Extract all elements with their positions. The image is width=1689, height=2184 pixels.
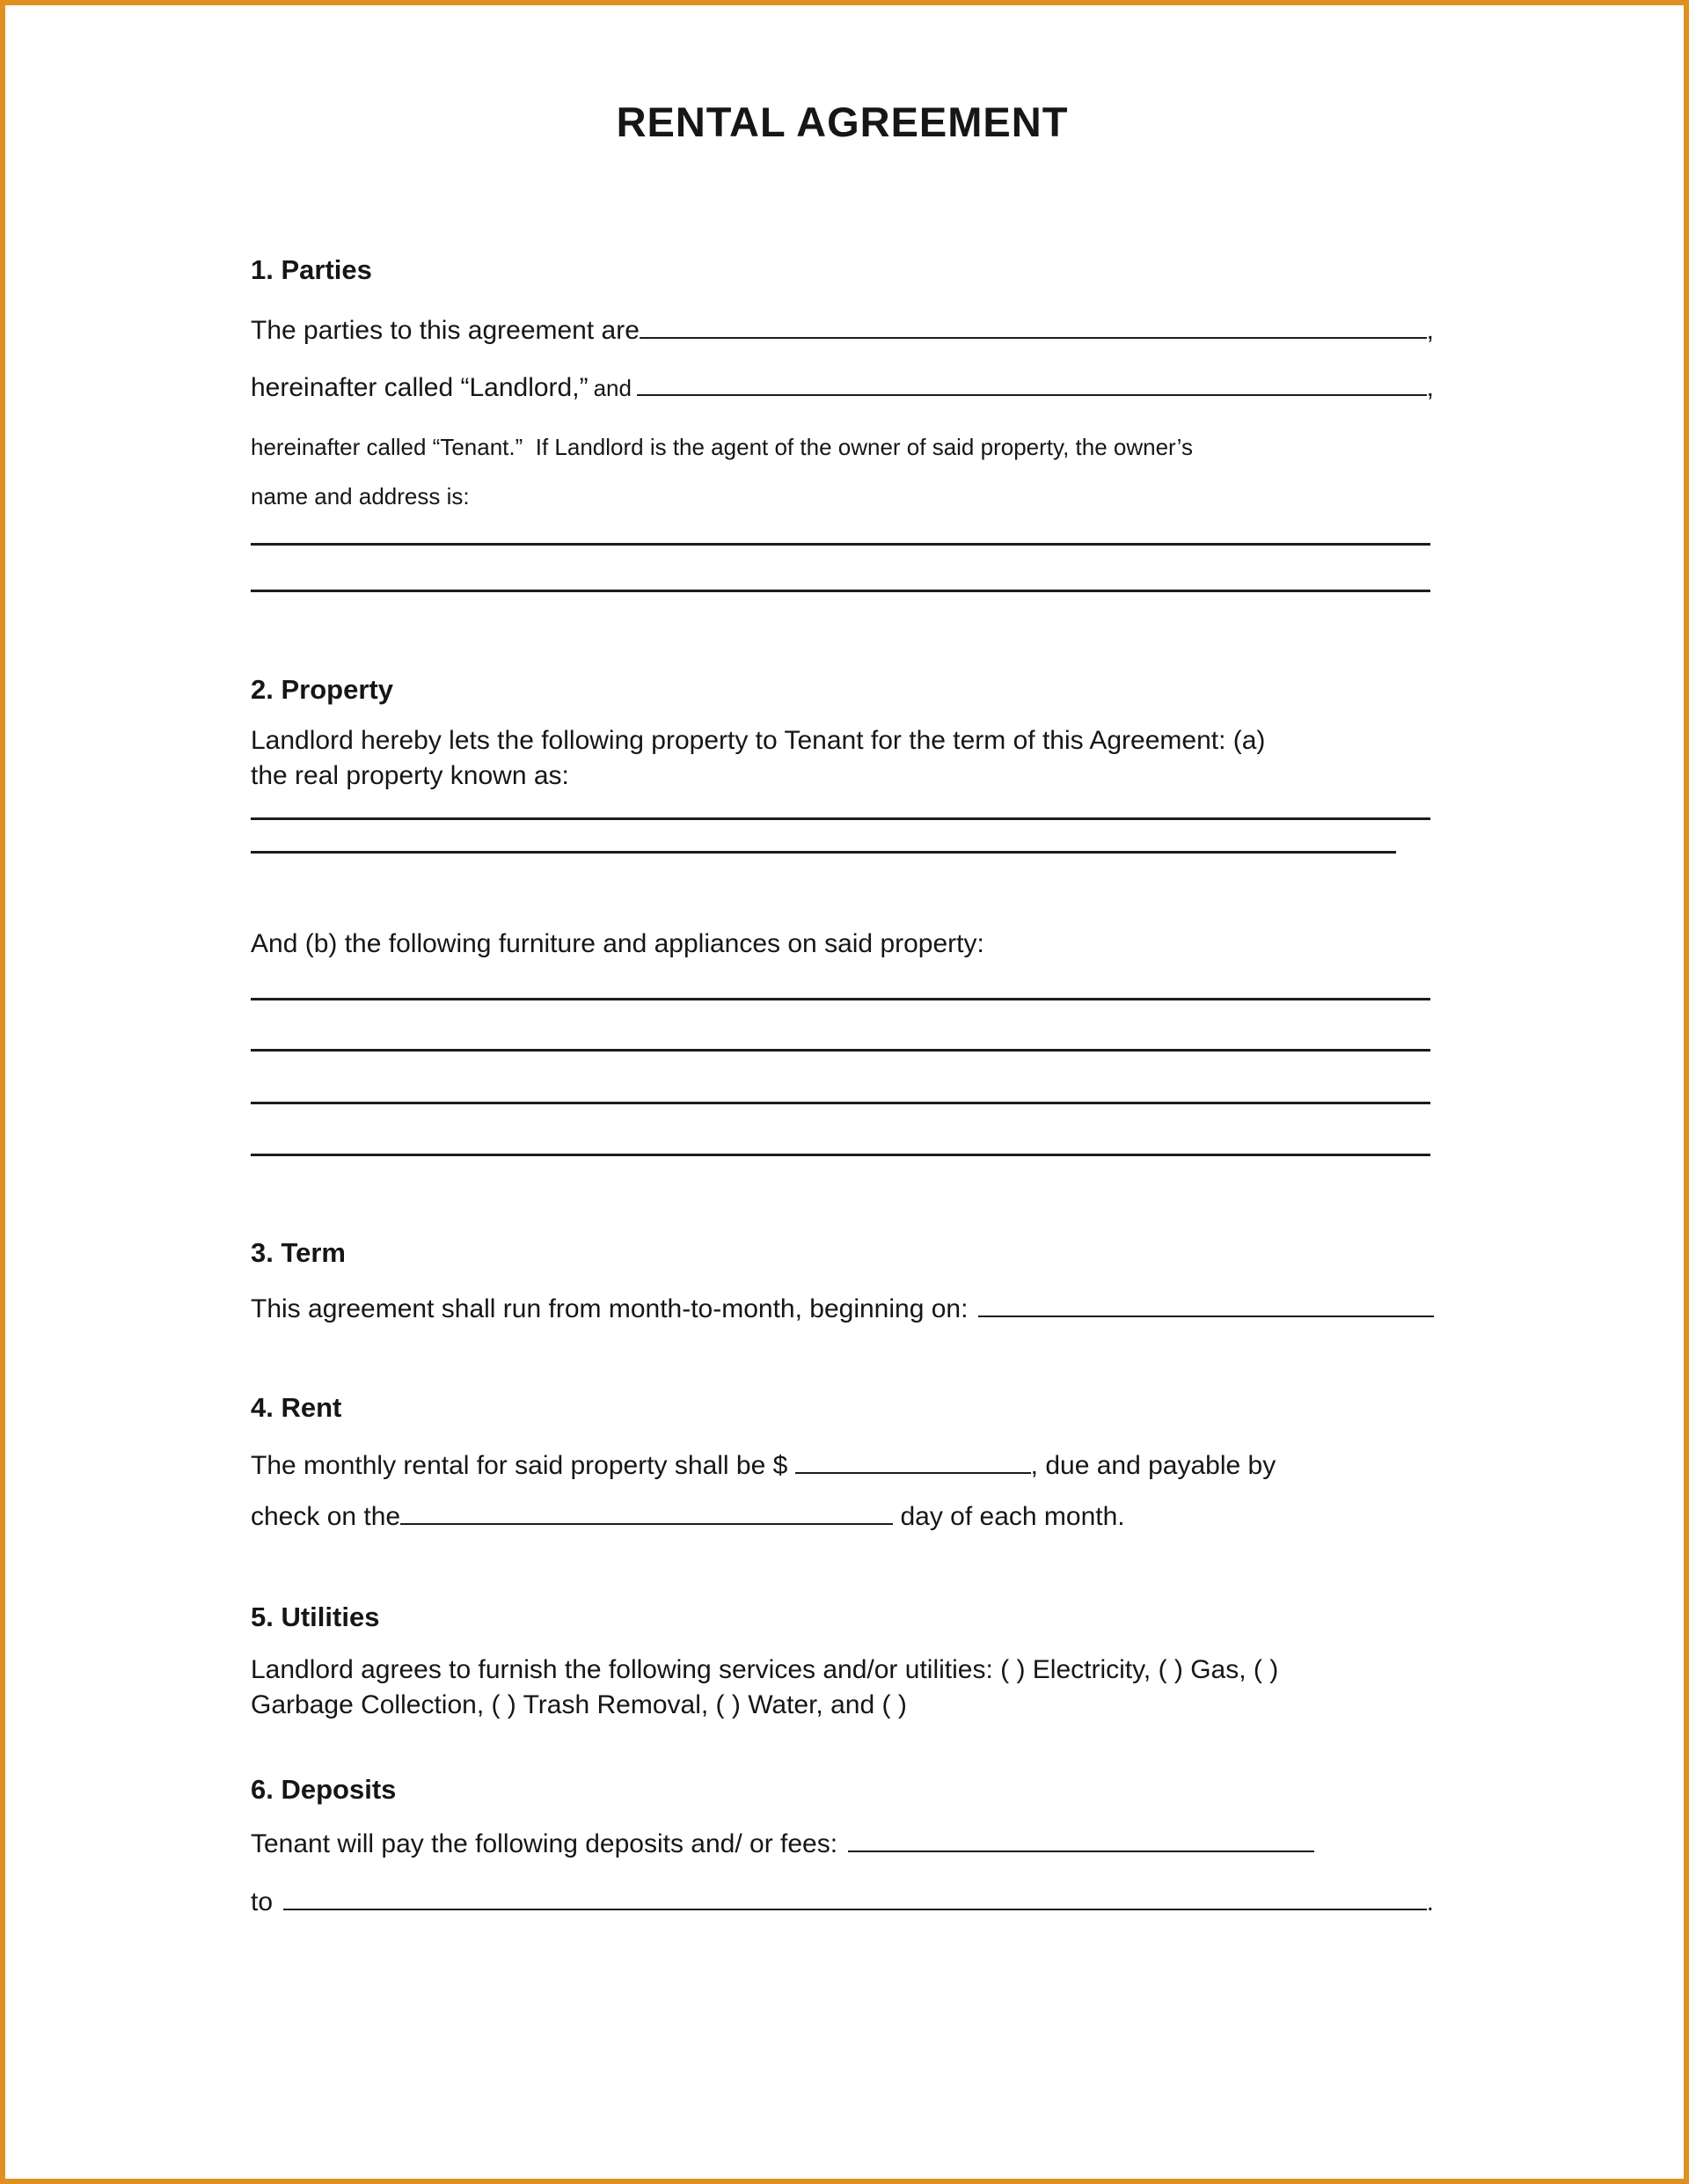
deposits-line-2-text: to: [251, 1887, 274, 1916]
deposits-line-1-text: Tenant will pay the following deposits and/ or fees:: [251, 1829, 838, 1858]
term-line: [251, 1290, 1434, 1329]
parties-line-3: hereinafter called “Tenant.” If Landlord is the agent of the owner of said property, the owner’s: [251, 434, 1193, 460]
property-paragraph-line-2: the real property known as:: [251, 761, 569, 790]
section-rent-heading: 4. Rent: [251, 1392, 342, 1423]
section-parties-heading: 1. Parties: [251, 254, 372, 285]
property-address-blank-line-1: [251, 817, 1430, 820]
owner-name-address-blank-line-1: [251, 543, 1430, 546]
furniture-blank-line-4: [251, 1154, 1430, 1156]
deposits-line-2-period: .: [1426, 1887, 1434, 1916]
property-paragraph-line-1: Landlord hereby lets the following property to Tenant for the term of this Agreement: (a): [251, 726, 1266, 755]
parties-line-2: [251, 369, 1434, 407]
parties-line-4: name and address is:: [251, 483, 470, 509]
section-property-heading: 2. Property: [251, 674, 393, 705]
furniture-blank-line-3: [251, 1102, 1430, 1104]
rent-line-2: [251, 1498, 1434, 1536]
furniture-intro-line: And (b) the following furniture and appliances on said property:: [251, 929, 984, 958]
rent-line-2-text: check on the: [251, 1502, 401, 1531]
start-date-blank: [978, 1316, 1434, 1317]
parties-line-1-comma: ,: [1426, 316, 1434, 345]
parties-line-1: [251, 311, 1434, 350]
furniture-blank-line-1: [251, 998, 1430, 1000]
document-content: [251, 5, 1434, 1922]
deposits-purpose-blank: [283, 1909, 1427, 1910]
parties-line-2-comma: ,: [1426, 373, 1434, 402]
tenant-name-blank: [637, 394, 1427, 396]
rent-line-1-tail: , due and payable by: [1030, 1451, 1276, 1480]
utilities-paragraph-line-2: Garbage Collection, ( ) Trash Removal, ( ) Water, and ( ): [251, 1690, 907, 1719]
term-line-text: This agreement shall run from month-to-month, beginning on:: [251, 1294, 969, 1323]
utilities-paragraph-line-1: Landlord agrees to furnish the following services and/or utilities: ( ) Electricity, ( ) Gas, ( ): [251, 1655, 1279, 1684]
deposits-line-1: [251, 1825, 1434, 1864]
property-address-blank-line-2: [251, 851, 1396, 854]
deposits-fees-blank: [848, 1849, 1314, 1852]
deposits-line-2: [251, 1883, 1434, 1922]
section-deposits-heading: 6. Deposits: [251, 1774, 397, 1805]
parties-line-2-text: hereinafter called “Landlord,”: [251, 373, 589, 402]
owner-name-address-blank-line-2: [251, 590, 1430, 592]
parties-line-2-and: and: [593, 375, 632, 401]
rent-line-2-tail: day of each month.: [893, 1502, 1125, 1531]
section-utilities-heading: 5. Utilities: [251, 1601, 380, 1632]
section-term-heading: 3. Term: [251, 1237, 346, 1268]
rent-line-1: [251, 1447, 1434, 1485]
landlord-name-blank: [640, 337, 1427, 339]
rent-line-1-text: The monthly rental for said property shall be $: [251, 1451, 795, 1480]
rent-amount-blank: [795, 1470, 1031, 1474]
furniture-blank-line-2: [251, 1049, 1430, 1052]
payment-day-blank: [400, 1521, 893, 1525]
page-title: RENTAL AGREEMENT: [616, 99, 1069, 145]
parties-line-1-text: The parties to this agreement are: [251, 316, 640, 345]
